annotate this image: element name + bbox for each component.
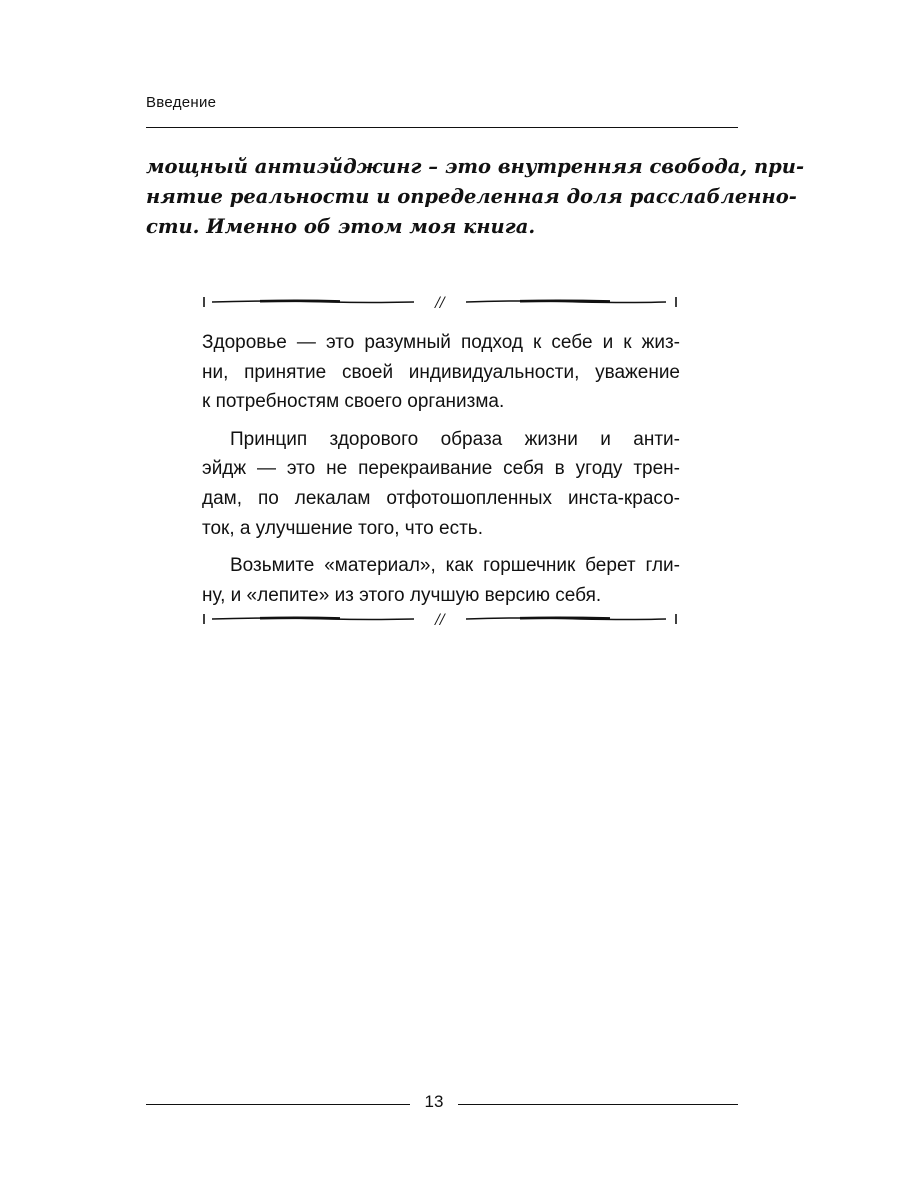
text-line: ни, принятие своей индивидуальности, уважение	[202, 361, 680, 383]
ornament-stroke	[260, 301, 340, 302]
page-number: 13	[424, 1092, 444, 1111]
body-text	[202, 328, 680, 618]
text-line: дам, по лекалам отфотошопленных инста-красо-	[202, 487, 680, 509]
text-line: ток, а улучшение того, что есть.	[202, 517, 483, 539]
ornament-glyph: //	[435, 295, 445, 311]
text-line: Здоровье — это разумный подход к себе и к жиз-	[202, 332, 680, 353]
footer-rule-right	[458, 1104, 738, 1105]
ornament-stroke	[260, 618, 340, 619]
paragraph	[202, 328, 680, 417]
running-head: Введение	[146, 94, 217, 111]
text-line: Принцип здорового образа жизни и анти-	[230, 428, 680, 450]
lead-paragraph	[146, 152, 805, 242]
ornament-divider-bottom	[200, 609, 680, 629]
paragraph	[202, 425, 680, 543]
text-line: эйдж — это не перекраивание себя в угоду трен-	[202, 458, 680, 480]
text-line: ну, и «лепите» из этого лучшую версию себя.	[202, 584, 602, 606]
lead-line: сти. Именно об этом моя книга.	[146, 215, 536, 238]
ornament-divider-top	[200, 292, 680, 312]
ornament-glyph: //	[435, 612, 445, 628]
ornament-stroke	[520, 301, 610, 302]
text-line: к потребностям своего организма.	[202, 391, 505, 413]
text-line: Возьмите «материал», как горшечник берет гли-	[230, 555, 680, 577]
footer-rule-left	[146, 1104, 410, 1105]
lead-line: мощный антиэйджинг – это внутренняя свобода, при-	[146, 155, 805, 178]
header-rule	[146, 127, 738, 128]
ornament-stroke	[520, 618, 610, 619]
paragraph	[202, 551, 680, 610]
lead-line: нятие реальности и определенная доля расслабленно-	[146, 185, 797, 208]
